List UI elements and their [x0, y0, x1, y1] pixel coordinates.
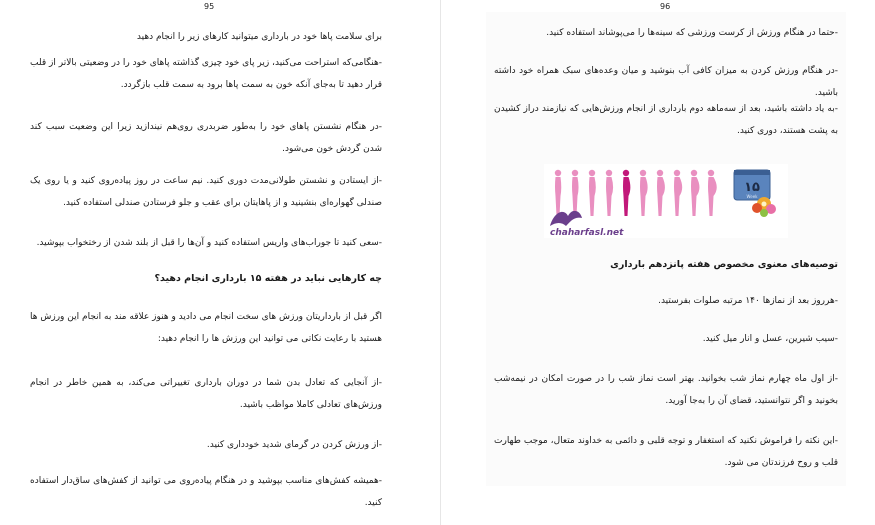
paragraph: -هرروز بعد از نمازها ۱۴۰ مرتبه صلوات بفرستید.: [658, 296, 838, 306]
paragraph: -سعی کنید تا جوراب‌های واریس استفاده کنید و آن‌ها را قبل از بلند شدن از رختخواب بپوشید.: [36, 238, 382, 248]
pregnancy-week-illustration: [544, 164, 788, 238]
page-95: [22, 2, 390, 512]
week-caption: Week: [746, 194, 758, 199]
page-96: [486, 2, 846, 486]
watermark-text: chaharfasl.net: [550, 228, 624, 238]
page-divider: [440, 0, 441, 525]
calendar-icon: [734, 170, 770, 200]
paragraph: برای سلامت پاها خود در بارداری میتوانید کارهای زیر را انجام دهید: [136, 32, 382, 42]
page-number: 96: [660, 2, 671, 11]
pregnancy-silhouettes-image: [544, 164, 788, 238]
paragraph: -از آنجایی که تعادل بدن شما در دوران بارداری تغییراتی می‌کند، به همین خاطر در انجام ورزش‌های تعادلی کاملا مواظب باشید.: [30, 378, 382, 410]
paragraph: -این نکته را فراموش نکنید که استغفار و توجه قلبی و دائمی به خداوند متعال، موجب طهارت قلب و روح فرزندتان می شود.: [494, 436, 838, 468]
paragraph: -همیشه کفش‌های مناسب بپوشید و در هنگام پیاده‌روی می توانید از کفش‌های ساق‌دار استفاده کنید.: [30, 476, 382, 508]
section-heading: چه کارهایی نباید در هفته ۱۵ بارداری انجام دهید؟: [154, 273, 382, 284]
section-heading: توصیه‌های معنوی مخصوص هفته پانزدهم بارداری: [610, 259, 838, 270]
page-number: 95: [204, 2, 215, 11]
paragraph: -از اول ماه چهارم نماز شب بخوانید. بهتر است نماز شب را در صورت امکان در نیمه‌شب بخونید و اگر نتوانستید، قضای آن را به‌جا آورید.: [494, 374, 838, 406]
paragraph: -به یاد داشته باشید، بعد از سه‌ماهه دوم بارداری از انجام ورزش‌هایی که نیازمند دراز کشیدن به پشت هستند، دوری کنید.: [494, 104, 838, 136]
week-number: ۱۵: [744, 180, 760, 195]
paragraph: -از ایستادن و نشستن طولانی‌مدت دوری کنید. نیم ساعت در روز پیاده‌روی کنید و یا روی یک صندلی گهواره‌ای بنشینید و از پاهایتان برای عقب و جلو فرستادن صندلی استفاده کنید.: [30, 176, 382, 208]
paragraph: -در هنگام ورزش کردن به میزان کافی آب بنوشید و میان وعده‌های سبک همراه خود داشته باشید.: [494, 66, 838, 98]
paragraph: -از ورزش کردن در گرمای شدید خودداری کنید.: [206, 440, 382, 450]
paragraph: -حتما در هنگام ورزش از کرست ورزشی که سینه‌ها را می‌پوشاند استفاده کنید.: [546, 28, 838, 38]
paragraph: -در هنگام نشستن پاهای خود را به‌طور ضربدری روی‌هم نیندازید زیرا این وضعیت سبب کند شدن گردش خون می‌شود.: [30, 122, 382, 154]
paragraph: اگر قبل از بارداریتان ورزش های سخت انجام می دادید و هنوز علاقه مند به انجام این ورزش ها هستید با رعایت نکاتی می توانید این ورزش ها را انجام دهید:: [30, 312, 382, 344]
paragraph: -هنگامی‌که استراحت می‌کنید، زیر پای خود چیزی گذاشته پاهای خود را در وضعیتی بالاتر از قلب قرار دهید تا به‌جای آنکه خون به سمت پاها برود به سمت قلب بازگردد.: [30, 58, 382, 90]
paragraph: -سیب شیرین، عسل و انار میل کنید.: [702, 334, 838, 344]
